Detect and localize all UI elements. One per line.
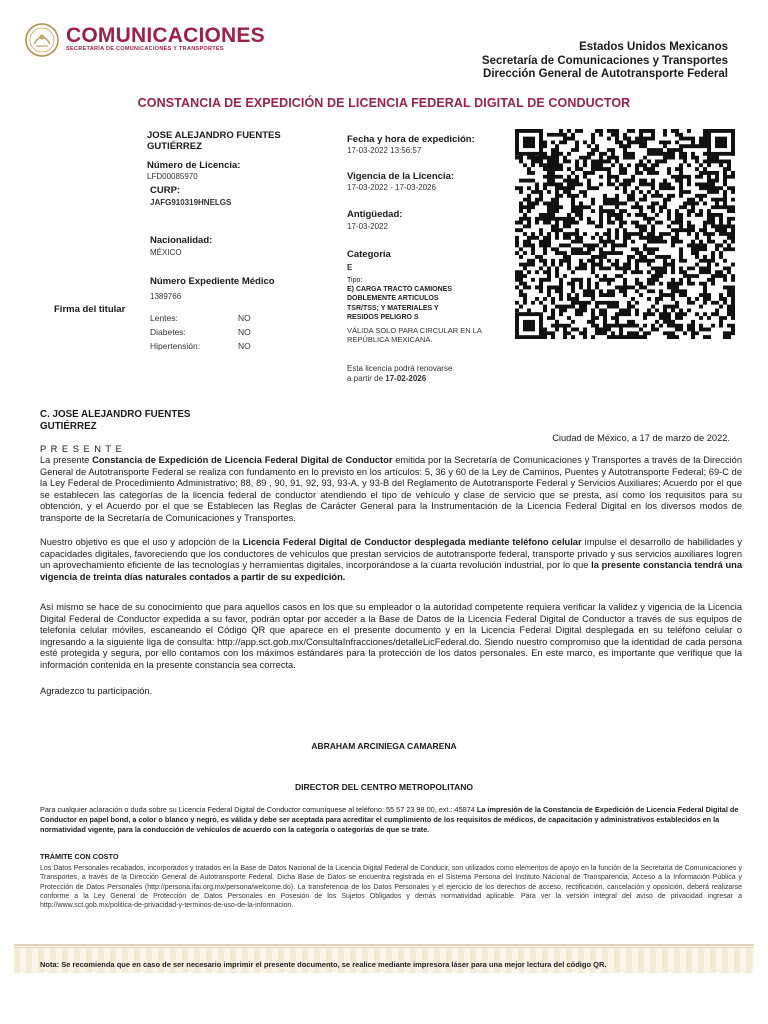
issue-date-label: Fecha y hora de expedición:: [347, 134, 475, 145]
seal-logo-icon: [24, 22, 60, 58]
category-label: Categoría: [347, 249, 391, 260]
validity-note: [347, 327, 482, 344]
footer-divider: [14, 944, 754, 946]
category-value: E: [347, 263, 353, 272]
lentes-label: Lentes:: [150, 313, 178, 323]
secretariat-line: Secretaría de Comunicaciones y Transportes: [481, 54, 728, 67]
tramite-label: TRÁMITE CON COSTO: [40, 852, 119, 861]
diabetes-label: Diabetes:: [150, 327, 186, 337]
signer-name: ABRAHAM ARCINIEGA CAMARENA: [311, 741, 457, 751]
addressee-line2: GUTIÉRREZ: [40, 420, 97, 432]
renewal-line2: [347, 374, 452, 384]
paragraph-4: Agradezco tu participación.: [40, 686, 153, 696]
p2-license-name: Licencia Federal Digital de Conductor desplegada mediante teléfono celular: [242, 537, 582, 547]
nationality-label: Nacionalidad:: [150, 235, 213, 246]
validity-note-line2: REPÚBLICA MEXICANA.: [347, 334, 433, 344]
contact-text: Para cualquier aclaración o duda sobre su Licencia Federal Digital de Conductor comuníquese al teléfono: 55 57 23 98 00, ext.: 45874: [40, 805, 477, 814]
p2-intro: Nuestro objetivo es que el uso y adopción de la: [40, 537, 243, 547]
license-number-label: Número de Licencia:: [147, 160, 241, 171]
p1-intro: La presente: [40, 455, 93, 465]
type-line-3: TSR/TSS; Y MATERIALES Y: [347, 304, 439, 312]
validity-note-line1: VÁLIDA SOLO PARA CIRCULAR EN LA: [347, 326, 482, 335]
p2-validity: la presente constancia tendrá una vigencia de treinta días naturales contados a partir de su expedición.: [40, 560, 742, 582]
diabetes-value: NO: [238, 327, 251, 337]
issue-date-value: 17-03-2022 13:56:57: [347, 146, 422, 155]
seniority-label: Antigüedad:: [347, 209, 403, 220]
hypertension-label: Hipertensión:: [150, 341, 201, 351]
medical-record-label: Número Expediente Médico: [150, 276, 275, 287]
lentes-value: NO: [238, 313, 251, 323]
validity-value: 17-03-2022 - 17-03-2026: [347, 183, 436, 192]
paragraph-1: [40, 455, 742, 524]
type-line-2: DOBLEMENTE ARTICULOS: [347, 295, 439, 303]
type-block: [347, 276, 452, 322]
renewal-date: 17-02-2026: [385, 373, 427, 383]
directorate-line: Dirección General de Autotransporte Federal: [483, 68, 728, 80]
type-label: Tipo:: [347, 277, 363, 284]
signer-title: DIRECTOR DEL CENTRO METROPOLITANO: [294, 782, 474, 792]
addressee-line1: C. JOSE ALEJANDRO FUENTES: [40, 409, 191, 420]
curp-label: CURP:: [150, 185, 181, 196]
renewal-note: [347, 364, 452, 383]
print-validity-text: La impresión de la Constancia de Expedición de Licencia Federal Digital de Conductor en papel bond, a color o blanco y negro, es válida y debe ser aceptada para acreditar el cumplimiento de los requisitos de médicos, de capacitación y administrativos establecidos en la normatividad vigente, para la conducción de vehículos de acuerdo con la categoría o categorías de que se trate.: [40, 805, 739, 834]
paragraph-2: [40, 537, 742, 583]
country-line: Estados Unidos Mexicanos: [579, 41, 728, 53]
header-institution: [482, 41, 728, 82]
nationality-value: MÉXICO: [150, 248, 182, 257]
presente-label: P R E S E N T E: [40, 444, 123, 454]
type-line-1: E) CARGA TRACTO CAMIONES: [347, 286, 452, 294]
brand-name: COMUNICACIONES: [66, 24, 265, 47]
addressee: [40, 409, 190, 432]
print-note: Nota: Se recomienda que en caso de ser necesario imprimir el presente documento, se realice mediante impresora láser para una mejor lectura del código QR.: [40, 960, 607, 969]
seniority-value: 17-03-2022: [347, 222, 388, 231]
holder-name-line1: JOSE ALEJANDRO FUENTES: [147, 130, 281, 141]
contact-info: [40, 805, 742, 835]
document-title: CONSTANCIA DE EXPEDICIÓN DE LICENCIA FEDERAL DIGITAL DE CONDUCTOR: [137, 96, 631, 110]
p1-body: emitida por la Secretaría de Comunicaciones y Transportes a través de la Dirección General de Autotransporte Federal se realiza con fundamento en lo previsto en los artículos: 5, 36 y 60 de la Ley de Caminos, Puentes y Autotransporte Federal; 69-C de la Ley Federal de Procedimiento Administrativo; 88, 89 , 90, 91, 92, 93, 93-A, y 93-B del Reglamento de Autotransporte Federal y Servicios Auxiliares; Acuerdo por el que se establecen las categorías de la licencia federal de conductor atendiendo el tipo de vehículo y clase de servicio que se presta, así como los requisitos para su obtención, y el Acuerdo por el que se Establecen las Reglas de Carácter General para la Instrumentación de la Licencia Federal Digital en los diversos modos de transporte de la Secretaría de Comunicaciones y Transportes.: [40, 455, 742, 523]
medical-record-value: 1389766: [150, 292, 182, 301]
holder-name: [147, 130, 317, 152]
brand-subtitle: SECRETARÍA DE COMUNICACIONES Y TRANSPORTES: [66, 46, 224, 52]
renewal-prefix: a partir de: [347, 373, 386, 383]
curp-value: JAFG910319HNELGS: [150, 198, 232, 207]
renewal-line1: Esta licencia podrá renovarse: [347, 364, 453, 373]
signature-label: Firma del titular: [54, 304, 126, 315]
paragraph-3: Así mismo se hace de su conocimiento que para aquellos casos en los que su empleador o la autoridad competente requiera verificar la validez y vigencia de la Licencia Digital Federal de Conductor expedida a su favor, podrán optar por acceder a la Base de Datos de la Licencia Federal Digital de Conductor a través de sus equipos de telefonía celular móviles, escaneando el Código QR que aparece en el presente documento y en la Licencia Federal Digital desplegada en su teléfono celular o ingresando a la siguiente liga de consulta: http://app.sct.gob.mx/ConsultaInfracciones/detalleLicFederal.do. Siendo nuestro compromiso que la identidad de cada persona esté protegida y segura, por ello contamos con los máximos estándares para la protección de los datos personales. En este marco, es importante que verifique que la información contenida en la presente constancia sea correcta.: [40, 602, 742, 670]
privacy-notice: Los Datos Personales recabados, incorporados y tratados en la Base de Datos Nacional de la Licencia Digital Federal de Conducir, son utilizados como elementos de apoyo en la función de la Secretaría de Comunicaciones y Transportes, a través de la Dirección General de Autotransporte Federal. Dicha Base de Datos se encuentra registrada en el Sistema Persona del Instituto Nacional de Transparencia, Acceso a la Información Pública y Protección de Datos Personales (http://persona.ifai.org.mx/persona/welcome.do). La transferencia de los Datos Personales y el ejercicio de los derechos de acceso, rectificación, cancelación y oposición, deberá realizarse conforme a la Ley General de Protección de Datos Personales en Posesión de los Sujetos Obligados y demás normatividad aplicable. Para ver la versión integral del aviso de privacidad ingresar a http://www.sct.gob.mx/politica-de-privacidad-y-terminos-de-uso-de-la-informacion.: [40, 865, 742, 910]
validity-label: Vigencia de la Licencia:: [347, 171, 455, 182]
license-number-value: LFD00085970: [147, 172, 198, 181]
qr-code-icon: [515, 129, 735, 339]
place-date: Ciudad de México, a 17 de marzo de 2022.: [552, 433, 730, 443]
type-line-4: RESIDOS PELIGRO S: [347, 313, 419, 321]
hypertension-value: NO: [238, 341, 251, 351]
holder-name-line2: GUTIÉRREZ: [147, 141, 202, 152]
p1-doc-name: Constancia de Expedición de Licencia Federal Digital de Conductor: [92, 455, 393, 465]
p2-body: impulse el desarrollo de habilidades y capacidades digitales, favoreciendo que los conductores de vehículos que prestan servicios de autotransporte federal, transporte privado y sus servicios auxiliares logren un aprovechamiento eficiente de las tecnologías y herramientas digitales, incorporándose a la cuarta revolución industrial, por lo que: [40, 537, 742, 570]
